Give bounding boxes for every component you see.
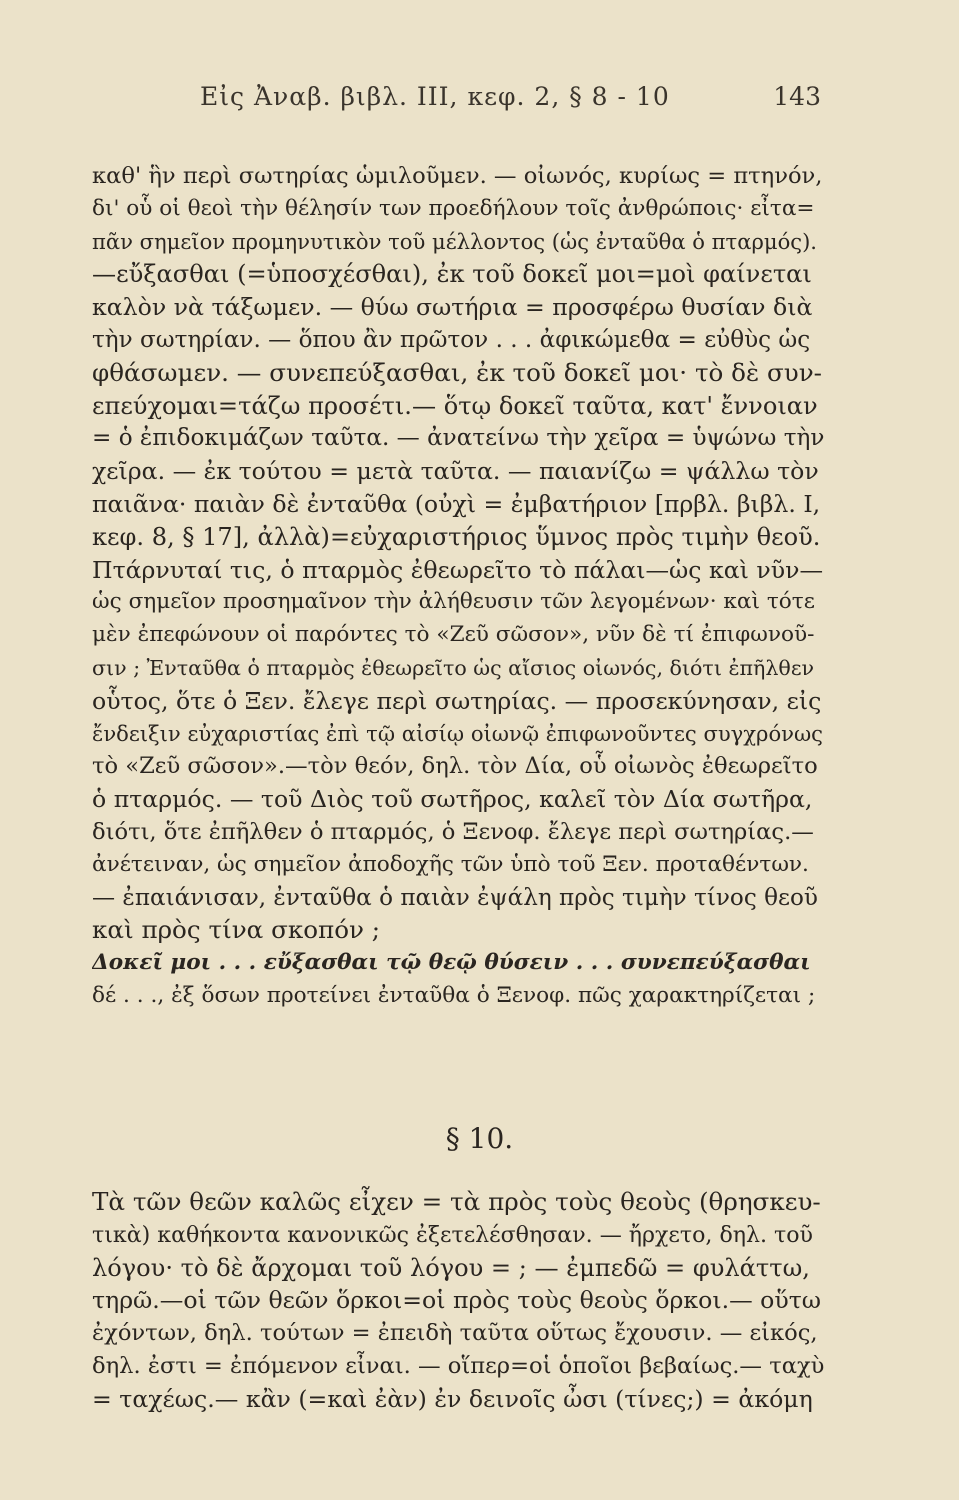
text-line: Δοκεῖ μοι . . . εὔξασθαι τῷ θεῷ θύσειν . . . συνεπεύξασθαι — [92, 950, 811, 976]
text-line: = ὁ ἐπιδοκιμάζων ταῦτα. — ἀνατείνω τὴν χεῖρα = ὑψώνω τὴν — [92, 425, 824, 452]
text-line: φθάσωμεν. — συνεπεύξασθαι, ἐκ τοῦ δοκεῖ μοι· τὸ δὲ συν- — [92, 357, 822, 387]
text-line: τηρῶ.—οἱ τῶν θεῶν ὅρκοι=οἱ πρὸς τοὺς θεοὺς ὅρκοι.— οὕτω — [92, 1286, 821, 1315]
page-number: 143 — [773, 82, 821, 111]
paragraph-4 — [92, 1186, 824, 1416]
text-line: μὲν ἐπεφώνουν οἱ παρόντες τὸ «Ζεῦ σῶσον», νῦν δὲ τί ἐπιφωνοῦ- — [92, 622, 815, 648]
section-heading: § 10. — [445, 1122, 514, 1155]
text-line: κεφ. 8, § 17], ἀλλὰ)=εὐχαριστήριος ὕμνος πρὸς τιμὴν θεοῦ. — [92, 522, 821, 551]
paragraph-3 — [92, 947, 824, 1013]
text-line: δι' οὗ οἱ θεοὶ τὴν θέλησίν των προεδήλουν τοῖς ἀνθρώποις· εἶτα= — [92, 195, 815, 221]
text-line: σιν ; Ἐνταῦθα ὁ πταρμὸς ἐθεωρεῖτο ὡς αἴσιος οἰωνός, διότι ἐπῆλθεν — [92, 655, 815, 680]
text-line: —εὔξασθαι (=ὑποσχέσθαι), ἐκ τοῦ δοκεῖ μοι=μοὶ φαίνεται — [92, 260, 812, 289]
text-line: καὶ πρὸς τίνα σκοπόν ; — [92, 915, 381, 945]
text-line: δέ . . ., ἐξ ὅσων προτείνει ἐνταῦθα ὁ Ξενοφ. πῶς χαρακτηρίζεται ; — [92, 982, 816, 1008]
text-line: τικὰ) καθήκοντα κανονικῶς ἐξετελέσθησαν. — ἤρχετο, δηλ. τοῦ — [92, 1221, 813, 1248]
text-line: ὡς σημεῖον προσημαῖνον τὴν ἀλήθευσιν τῶν λεγομένων· καὶ τότε — [92, 589, 815, 615]
running-head: Εἰς Ἀναβ. βιβλ. III, κεφ. 2, § 8 - 10 — [200, 82, 670, 111]
text-line: Πτάρνυταί τις, ὁ πταρμὸς ἐθεωρεῖτο τὸ πάλαι—ὡς καὶ νῦν— — [92, 555, 824, 584]
text-line: δηλ. ἐστι = ἐπόμενον εἶναι. — οἵπερ=οἱ ὁποῖοι βεβαίως.— ταχὺ — [92, 1352, 824, 1379]
text-line: παιᾶνα· παιὰν δὲ ἐνταῦθα (οὐχὶ = ἐμβατήριον [πρβλ. βιβλ. I, — [92, 489, 821, 518]
text-line: καθ' ἣν περὶ σωτηρίας ὡμιλοῦμεν. — οἰωνός, κυρίως = πτηνόν, — [92, 163, 823, 189]
text-line: καλὸν νὰ τάξωμεν. — θύω σωτήρια = προσφέρω θυσίαν διὰ — [92, 293, 813, 322]
text-line: διότι, ὅτε ἐπῆλθεν ὁ πταρμός, ὁ Ξενοφ. ἔλεγε περὶ σωτηρίας.— — [92, 818, 814, 845]
paragraph-1 — [92, 160, 824, 554]
text-line: χεῖρα. — ἐκ τούτου = μετὰ ταῦτα. — παιανίζω = ψάλλω τὸν — [92, 457, 819, 486]
commentary-text — [92, 160, 824, 1013]
text-line: ἔνδειξιν εὐχαριστίας ἐπὶ τῷ αἰσίῳ οἰωνῷ ἐπιφωνοῦντες συγχρόνως — [92, 720, 823, 746]
text-line: ἐχόντων, δηλ. τούτων = ἐπειδὴ ταῦτα οὕτως ἔχουσιν. — εἰκός, — [92, 1320, 818, 1347]
text-line: πᾶν σημεῖον προμηνυτικὸν τοῦ μέλλοντος (ὡς ἐνταῦθα ὁ πταρμός). — [92, 228, 818, 254]
paragraph-2 — [92, 554, 824, 948]
text-line: = ταχέως.— κἂν (=καὶ ἐὰν) ἐν δεινοῖς ὦσι (τίνες;) = ἀκόμη — [92, 1384, 813, 1413]
text-line: λόγου· τὸ δὲ ἄρχομαι τοῦ λόγου = ; — ἐμπεδῶ = φυλάττω, — [92, 1253, 810, 1282]
text-line: ἀνέτειναν, ὡς σημεῖον ἀποδοχῆς τῶν ὑπὸ τοῦ Ξεν. προταθέντων. — [92, 851, 809, 877]
text-line: οὗτος, ὅτε ὁ Ξεν. ἔλεγε περὶ σωτηρίας. — προσεκύνησαν, εἰς — [92, 686, 822, 715]
text-line: επεύχομαι=τάζω προσέτι.— ὅτῳ δοκεῖ ταῦτα, κατ' ἔννοιαν — [92, 391, 818, 420]
text-line: Τὰ τῶν θεῶν καλῶς εἶχεν = τὰ πρὸς τοὺς θεοὺς (θρησκευ- — [92, 1187, 821, 1216]
text-line: τὸ «Ζεῦ σῶσον».—τὸν θεόν, δηλ. τὸν Δία, οὗ οἰωνὸς ἐθεωρεῖτο — [92, 753, 818, 780]
page-header — [0, 82, 959, 122]
text-line: ὁ πταρμός. — τοῦ Διὸς τοῦ σωτῆρος, καλεῖ τὸν Δία σωτῆρα, — [92, 785, 813, 814]
text-line: τὴν σωτηρίαν. — ὅπου ἂν πρῶτον . . . ἀφικώμεθα = εὐθὺς ὡς — [92, 326, 811, 353]
text-line: — ἐπαιάνισαν, ἐνταῦθα ὁ παιὰν ἐψάλη πρὸς τιμὴν τίνος θεοῦ — [92, 884, 818, 911]
